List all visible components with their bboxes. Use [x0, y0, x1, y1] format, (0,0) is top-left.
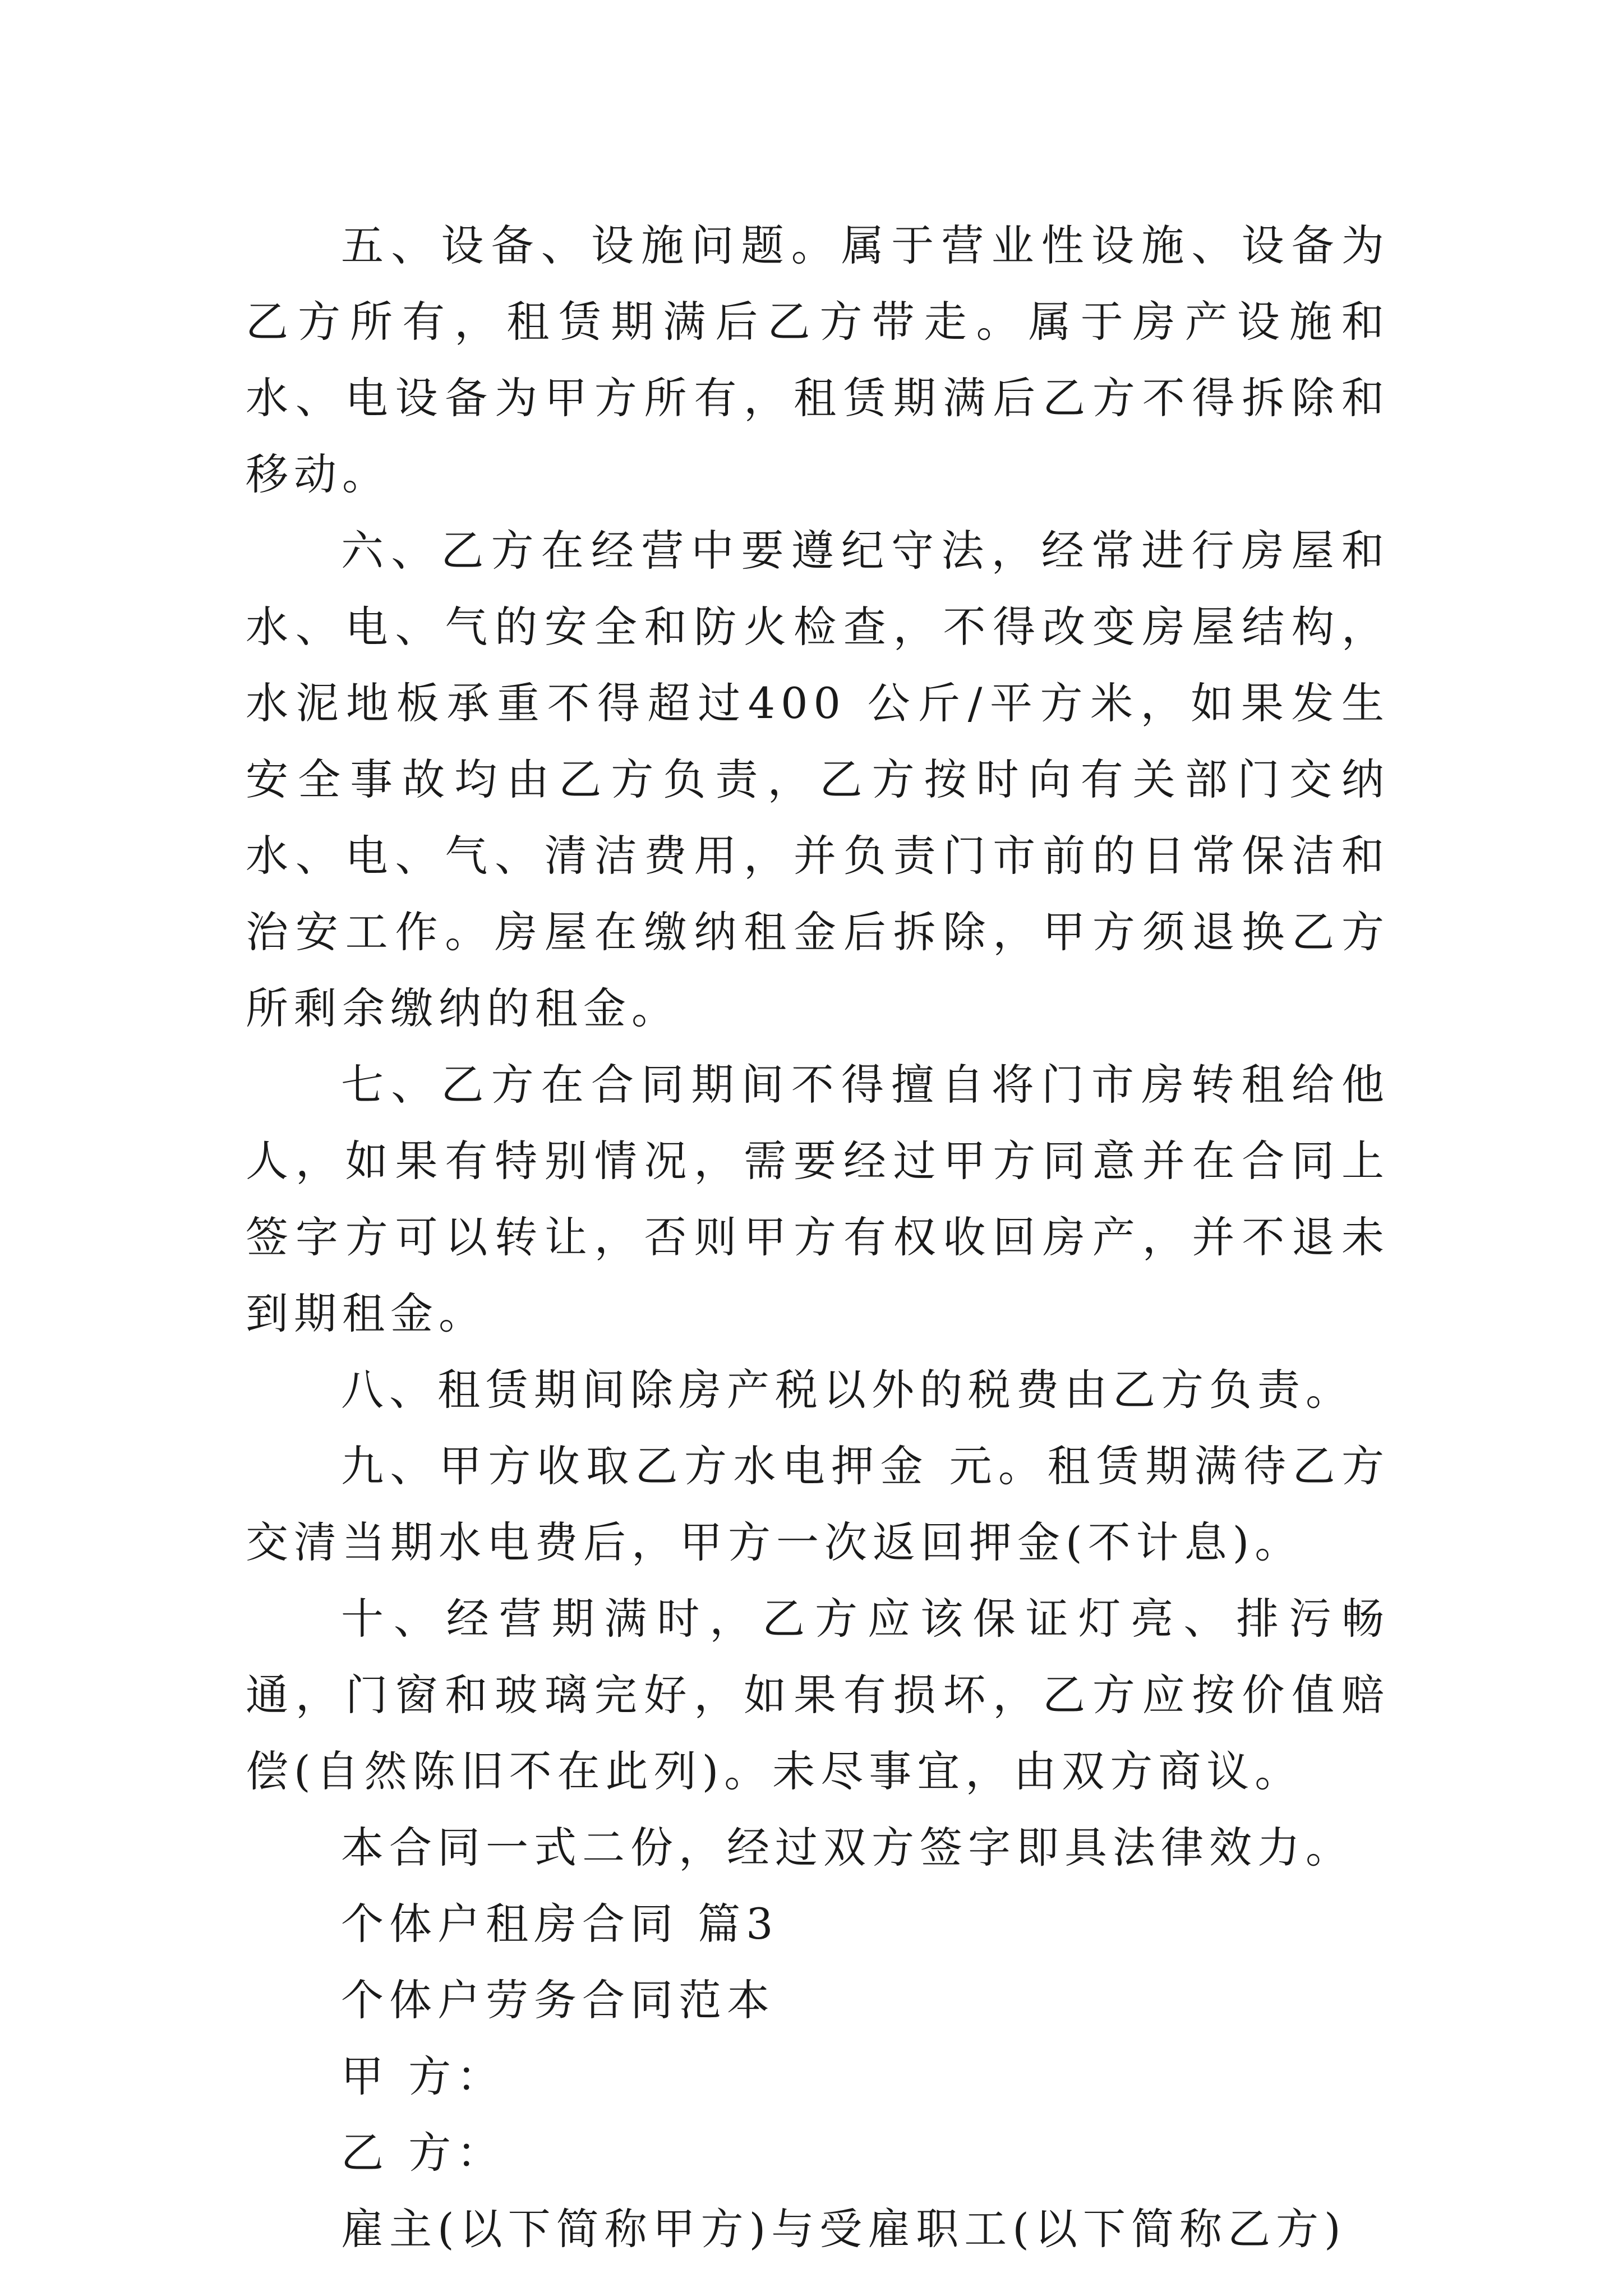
clause-10: 十、经营期满时，乙方应该保证灯亮、排污畅通，门窗和玻璃完好，如果有损坏，乙方应按价值赔偿(自然陈旧不在此列)。未尽事宜，由双方商议。 — [246, 1594, 1390, 1796]
section-heading: 个体户租房合同 篇3 — [341, 1899, 779, 1949]
party-a-line: 甲 方： — [341, 2051, 505, 2101]
clause-9: 九、甲方收取乙方水电押金 元。租赁期满待乙方交清当期水电费后，甲方一次返回押金(不计息)。 — [246, 1441, 1390, 1567]
party-b-line: 乙 方： — [341, 2128, 505, 2178]
contract-title: 个体户劳务合同范本 — [341, 1975, 775, 2025]
clause-7: 七、乙方在合同期间不得擅自将门市房转租给他人，如果有特别情况，需要经过甲方同意并在合同上签字方可以转让，否则甲方有权收回房产，并不退未到期租金。 — [246, 1060, 1390, 1338]
closing-line: 本合同一式二份，经过双方签字即具法律效力。 — [341, 1823, 1354, 1872]
document-body — [246, 208, 1390, 2267]
clause-8: 八、租赁期间除房产税以外的税费由乙方负责。 — [341, 1365, 1354, 1415]
intro-line: 雇主(以下简称甲方)与受雇职工(以下简称乙方) — [341, 2204, 1347, 2254]
clause-6: 六、乙方在经营中要遵纪守法，经常进行房屋和水、电、气的安全和防火检查，不得改变房屋结构，水泥地板承重不得超过400 公斤/平方米，如果发生安全事故均由乙方负责，乙方按时向有关部门交纳水、电、气、清洁费用，并负责门市前的日常保洁和治安工作。房屋在缴纳租金后拆除，甲方须退换乙方所剩余缴纳的租金。 — [246, 526, 1390, 1033]
clause-5: 五、设备、设施问题。属于营业性设施、设备为乙方所有，租赁期满后乙方带走。属于房产设施和水、电设备为甲方所有，租赁期满后乙方不得拆除和移动。 — [246, 220, 1390, 499]
